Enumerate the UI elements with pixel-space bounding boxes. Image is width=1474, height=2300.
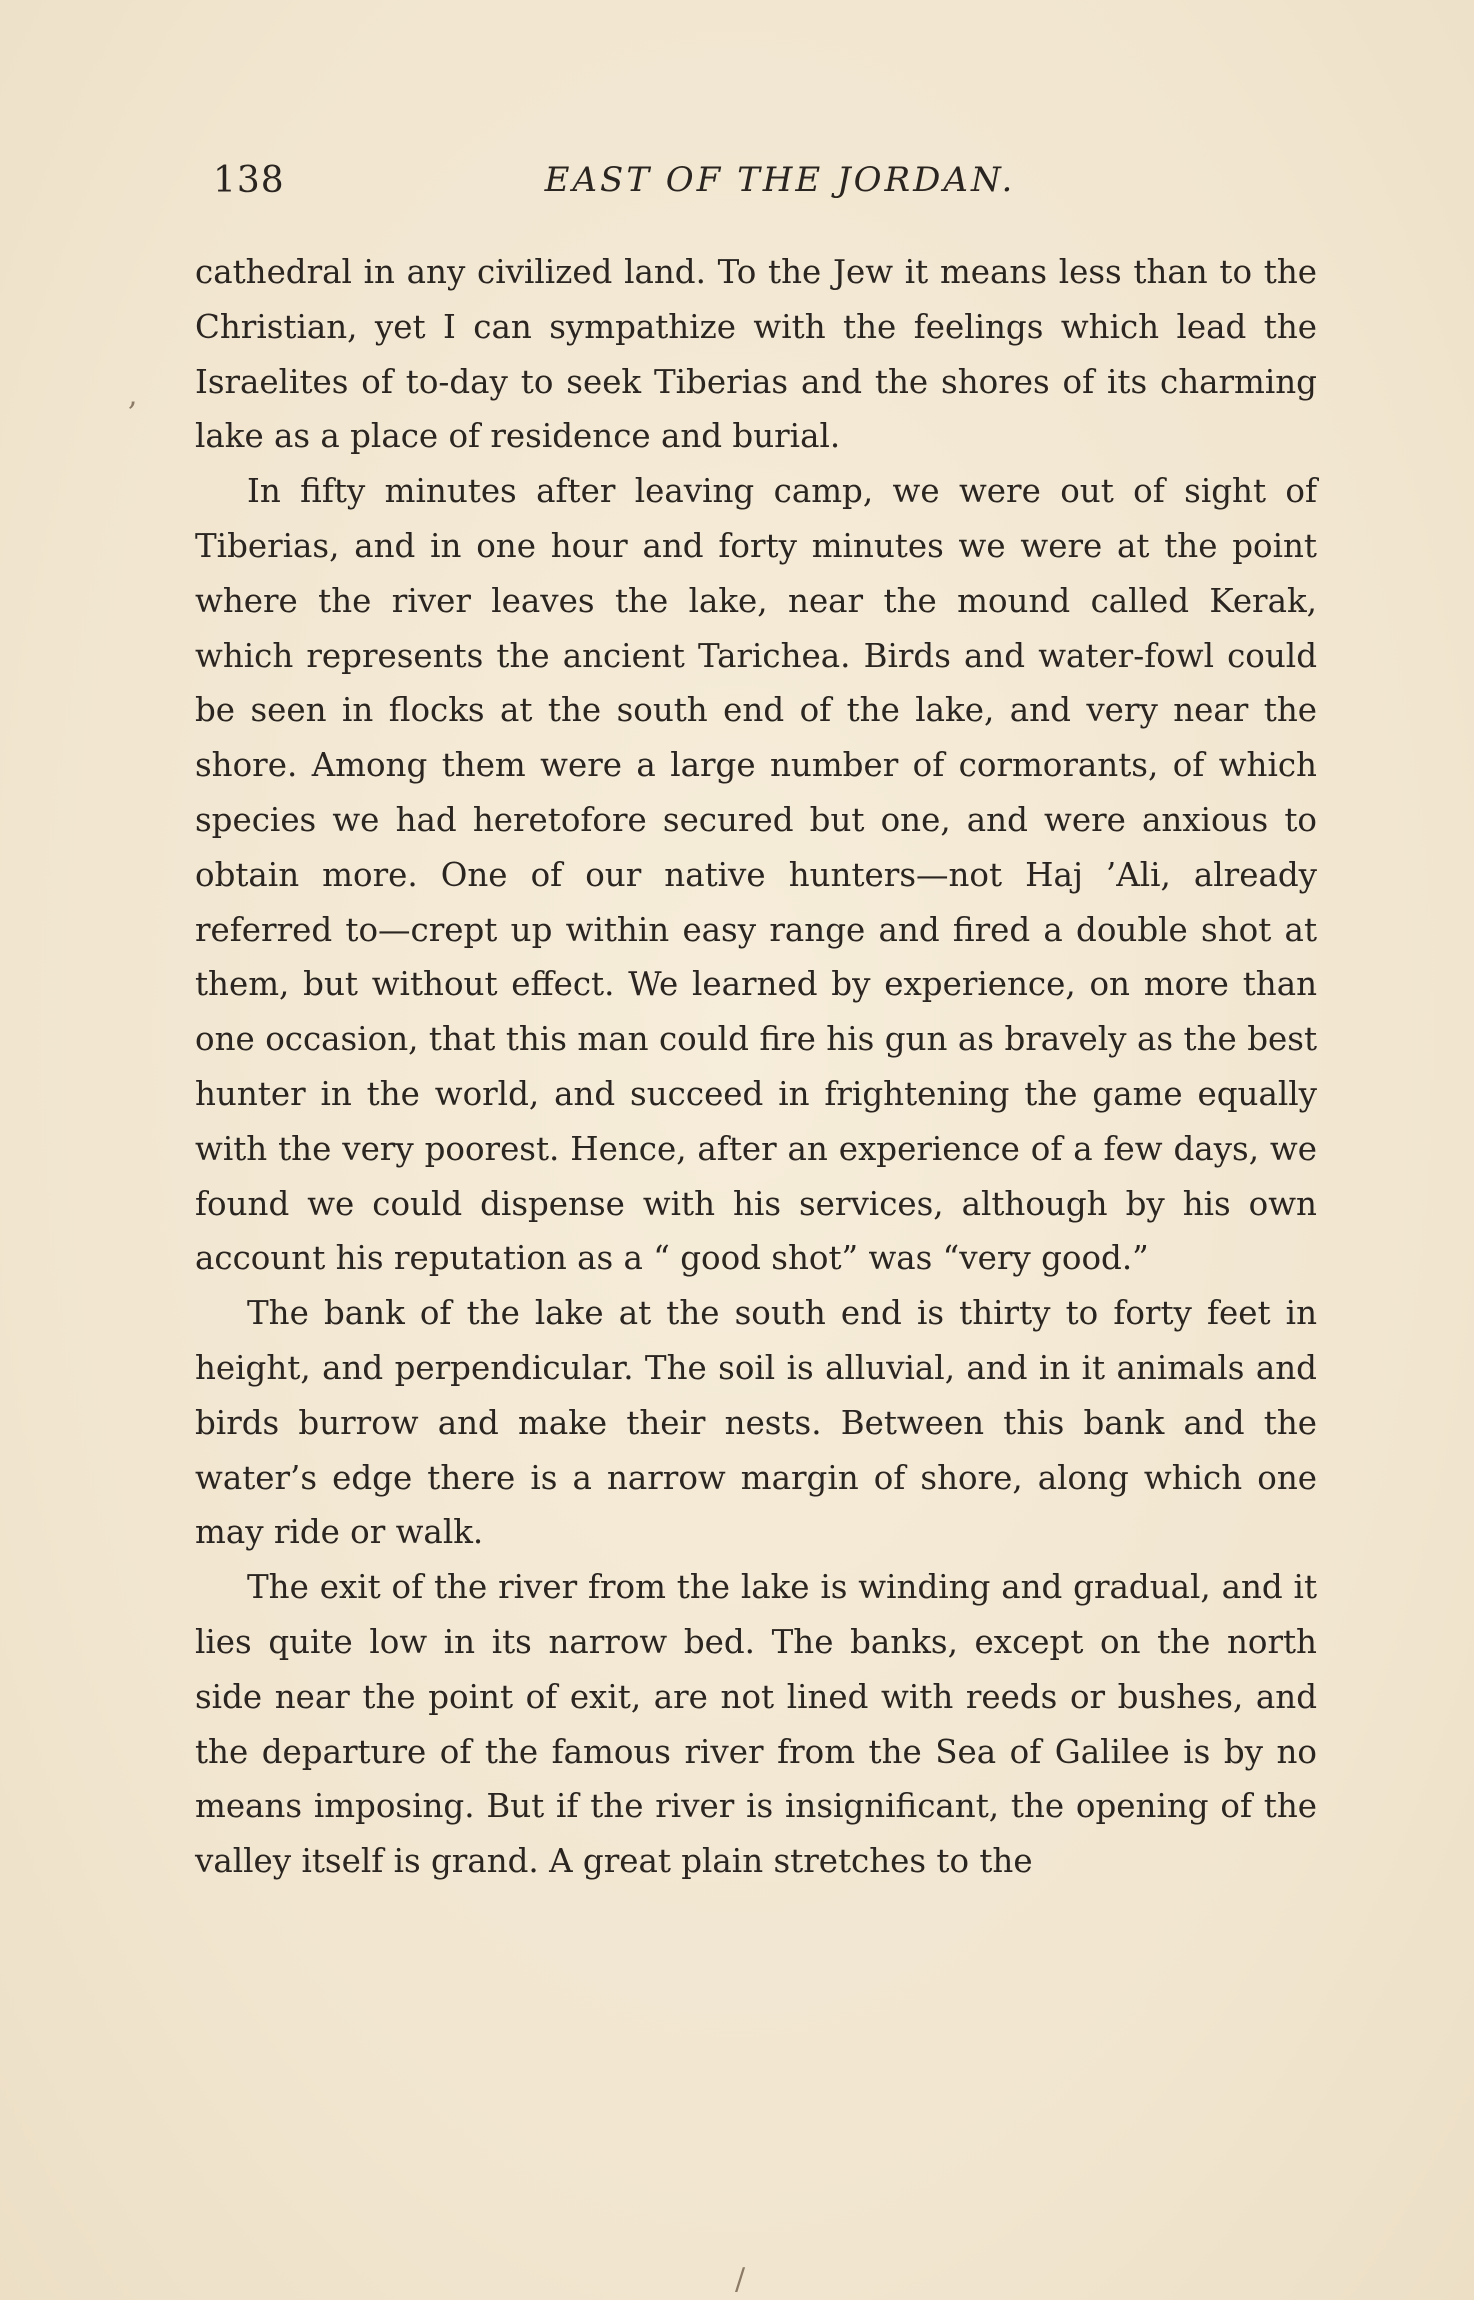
paragraph-bank: The bank of the lake at the south end is thirty to forty feet in height, and perpendicular. The soil is alluvial, and in it animals and birds burrow and make their nests. Between this bank and the water’s edge there is a narrow margin of shore, along which one may ride or walk.	[195, 1294, 1317, 1552]
page-number: 138	[213, 160, 285, 201]
page-header	[205, 160, 1315, 210]
paragraph-continuation: cathedral in any civilized land. To the Jew it means less than to the Christian, yet I can sympathize with the feelings which lead the Israelites of to-day to seek Tiberias and the shores of its charming lake as a place of residence and burial.	[195, 253, 1317, 456]
print-speck: /	[735, 2262, 746, 2297]
paragraph-river-exit: The exit of the river from the lake is winding and gradual, and it lies quite low in its narrow bed. The banks, except on the north side near the point of exit, are not lined with reeds or bushes, and the departure of the famous river from the Sea of Galilee is by no means imposing. But if the river is insignificant, the opening of the valley itself is grand. A great plain stretches to the	[195, 1568, 1317, 1881]
running-head: EAST OF THE JORDAN.	[544, 160, 1016, 200]
body-text	[195, 245, 1317, 1889]
print-speck: ,	[128, 378, 138, 413]
paragraph-journey: In fifty minutes after leaving camp, we were out of sight of Tiberias, and in one hour and forty minutes we were at the point where the river leaves the lake, near the mound called Kerak, which represents the ancient Tarichea. Birds and water-fowl could be seen in flocks at the south end of the lake, and very near the shore. Among them were a large number of cormorants, of which species we had heretofore secured but one, and were anxious to obtain more. One of our native hunters—not Haj ’Ali, already referred to—crept up within easy range and fired a double shot at them, but without effect. We learned by experience, on more than one occasion, that this man could fire his gun as bravely as the best hunter in the world, and succeed in frightening the game equally with the very poorest. Hence, after an experience of a few days, we found we could dispense with his services, although by his own account his reputation as a “ good shot” was “very good.”	[195, 472, 1317, 1278]
